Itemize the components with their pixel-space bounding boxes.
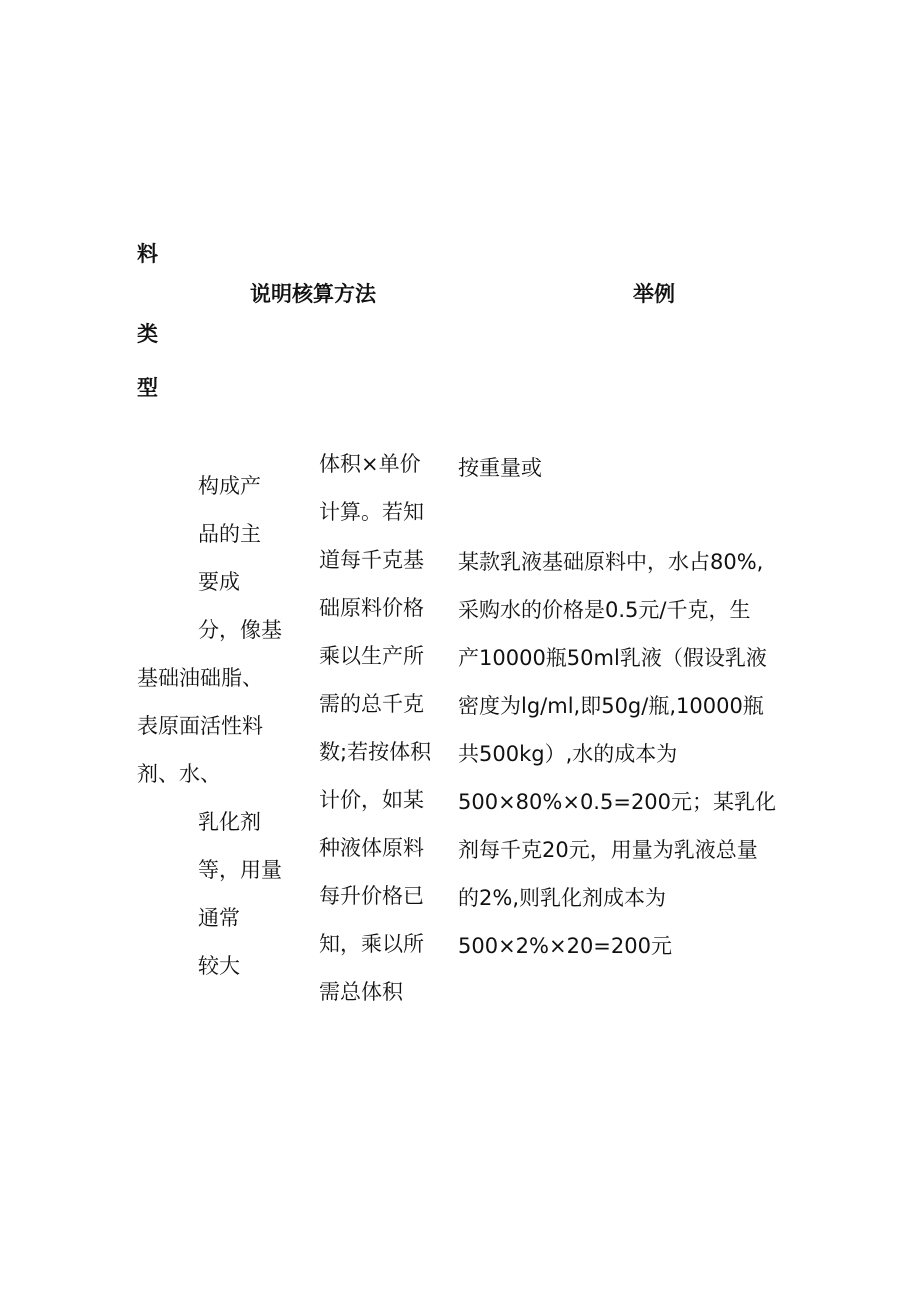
- description-line: 剂、水、: [137, 762, 221, 786]
- column-header-type-char-1: 料: [137, 242, 158, 266]
- method-line: 种液体原料: [319, 836, 424, 860]
- description-line: 通常: [198, 906, 240, 930]
- example-line: 密度为lg/ml,即50g/瓶,10000瓶: [458, 694, 764, 718]
- description-line: 品的主: [198, 522, 261, 546]
- method-line: 道每千克基: [319, 548, 424, 572]
- description-line: 乳化剂: [198, 810, 261, 834]
- column-header-example: 举例: [633, 282, 675, 306]
- description-line: 要成: [198, 570, 240, 594]
- description-line: 等，用量: [198, 858, 282, 882]
- example-line: 共500kg）,水的成本为: [458, 742, 678, 766]
- method-line: 数;若按体积: [319, 740, 432, 764]
- method-line: 础原料价格: [319, 596, 424, 620]
- example-line: 按重量或: [458, 456, 542, 480]
- description-line: 表原面活性料: [137, 714, 263, 738]
- method-line: 需的总千克: [319, 692, 424, 716]
- method-line: 体积×单价: [319, 452, 421, 476]
- method-line: 知，乘以所: [319, 932, 424, 956]
- column-header-type-char-3: 型: [137, 376, 158, 400]
- example-line: 剂每千克20元，用量为乳液总量: [458, 838, 758, 862]
- column-header-type-char-2: 类: [137, 322, 158, 346]
- description-line: 较大: [198, 954, 240, 978]
- method-line: 需总体积: [319, 980, 403, 1004]
- column-header-method: 说明核算方法: [250, 282, 376, 306]
- description-line: 基础油础脂、: [137, 666, 263, 690]
- example-line: 500×80%×0.5=200元；某乳化: [458, 790, 777, 814]
- method-line: 计价，如某: [319, 788, 424, 812]
- description-line: 构成产: [198, 474, 261, 498]
- method-line: 乘以生产所: [319, 644, 424, 668]
- example-line: 某款乳液基础原料中，水占80%,: [458, 550, 764, 574]
- example-line: 的2%,则乳化剂成本为: [458, 886, 666, 910]
- description-line: 分，像基: [198, 618, 282, 642]
- method-line: 每升价格已: [319, 884, 424, 908]
- method-line: 计算。若知: [319, 500, 424, 524]
- example-line: 采购水的价格是0.5元/千克，生: [458, 598, 751, 622]
- example-line: 500×2%×20=200元: [458, 934, 672, 958]
- example-line: 产10000瓶50ml乳液（假设乳液: [458, 646, 767, 670]
